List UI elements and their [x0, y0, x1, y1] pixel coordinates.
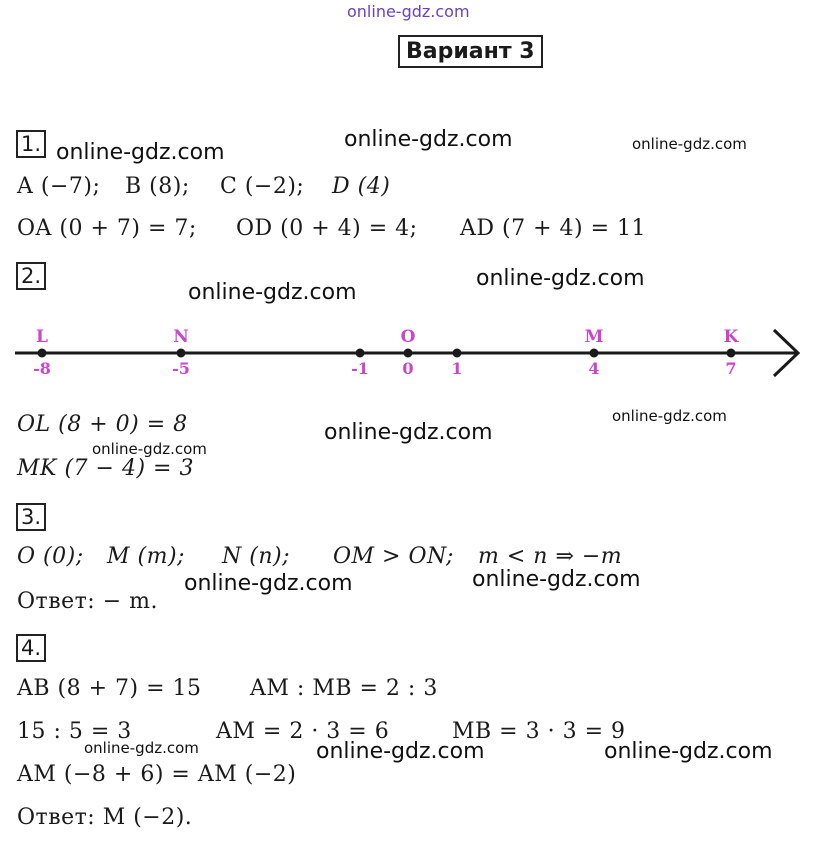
task4-am: AM = 2 · 3 = 6 [216, 719, 390, 744]
task1-point-d: D (4) [332, 174, 391, 199]
task2-number: 2. [16, 262, 46, 290]
watermark: online-gdz.com [604, 739, 773, 764]
task3-implication: m < n ⇒ −m [478, 544, 623, 569]
task3-answer: Ответ: − m. [17, 589, 158, 614]
number-line-point [177, 349, 186, 358]
task3-compare: OM > ON; [333, 544, 454, 569]
number-line-value: 7 [725, 359, 737, 378]
variant-title: Вариант 3 [398, 35, 543, 68]
task2-ol: OL (8 + 0) = 8 [17, 412, 188, 437]
task4-coordinate: AM (−8 + 6) = AM (−2) [17, 762, 297, 787]
number-line-letter: M [584, 327, 604, 347]
number-line-point [453, 349, 462, 358]
number-line-value: 4 [588, 359, 600, 378]
number-line-letter: O [400, 327, 416, 347]
task2-mk: MK (7 − 4) = 3 [17, 456, 194, 481]
number-line-letter: K [723, 327, 739, 347]
task4-division: 15 : 5 = 3 [17, 719, 132, 744]
number-line-point [356, 349, 365, 358]
number-line-value: -5 [172, 359, 190, 378]
number-line-point [590, 349, 599, 358]
number-line-value: -8 [33, 359, 51, 378]
watermark: online-gdz.com [84, 739, 199, 757]
number-line-point [404, 349, 413, 358]
task1-point-c: C (−2); [220, 174, 305, 199]
number-line-value: 0 [402, 359, 414, 378]
watermark: online-gdz.com [344, 127, 513, 152]
task1-point-b: B (8); [125, 174, 190, 199]
task1-oa: OA (0 + 7) = 7; [17, 216, 197, 241]
number-line-point [727, 349, 736, 358]
number-line [0, 318, 816, 386]
task3-n: N (n); [222, 544, 290, 569]
task4-mb: MB = 3 · 3 = 9 [452, 719, 626, 744]
number-line-value: -1 [351, 359, 369, 378]
task4-number: 4. [16, 634, 46, 662]
task3-number: 3. [16, 503, 46, 531]
watermark: online-gdz.com [476, 266, 645, 291]
watermark: online-gdz.com [632, 135, 747, 153]
number-line-value: 1 [451, 359, 463, 378]
watermark-top: online-gdz.com [347, 2, 470, 21]
task3-o: O (0); [17, 544, 84, 569]
watermark: online-gdz.com [188, 280, 357, 305]
task3-m: M (m); [107, 544, 185, 569]
task4-answer: Ответ: M (−2). [17, 805, 193, 830]
task1-od: OD (0 + 4) = 4; [236, 216, 418, 241]
watermark: online-gdz.com [612, 407, 727, 425]
task4-ratio: AM : MB = 2 : 3 [250, 676, 438, 701]
task4-ab: AB (8 + 7) = 15 [17, 676, 202, 701]
task1-number: 1. [16, 130, 46, 158]
task1-ad: AD (7 + 4) = 11 [460, 216, 647, 241]
number-line-letter: L [36, 327, 48, 347]
watermark: online-gdz.com [324, 420, 493, 445]
task1-point-a: A (−7); [17, 174, 101, 199]
watermark: online-gdz.com [92, 440, 207, 458]
watermark: online-gdz.com [56, 140, 225, 165]
watermark: online-gdz.com [472, 567, 641, 592]
watermark: online-gdz.com [184, 571, 353, 596]
watermark: online-gdz.com [316, 739, 485, 764]
number-line-letter: N [173, 327, 189, 347]
number-line-point [38, 349, 47, 358]
